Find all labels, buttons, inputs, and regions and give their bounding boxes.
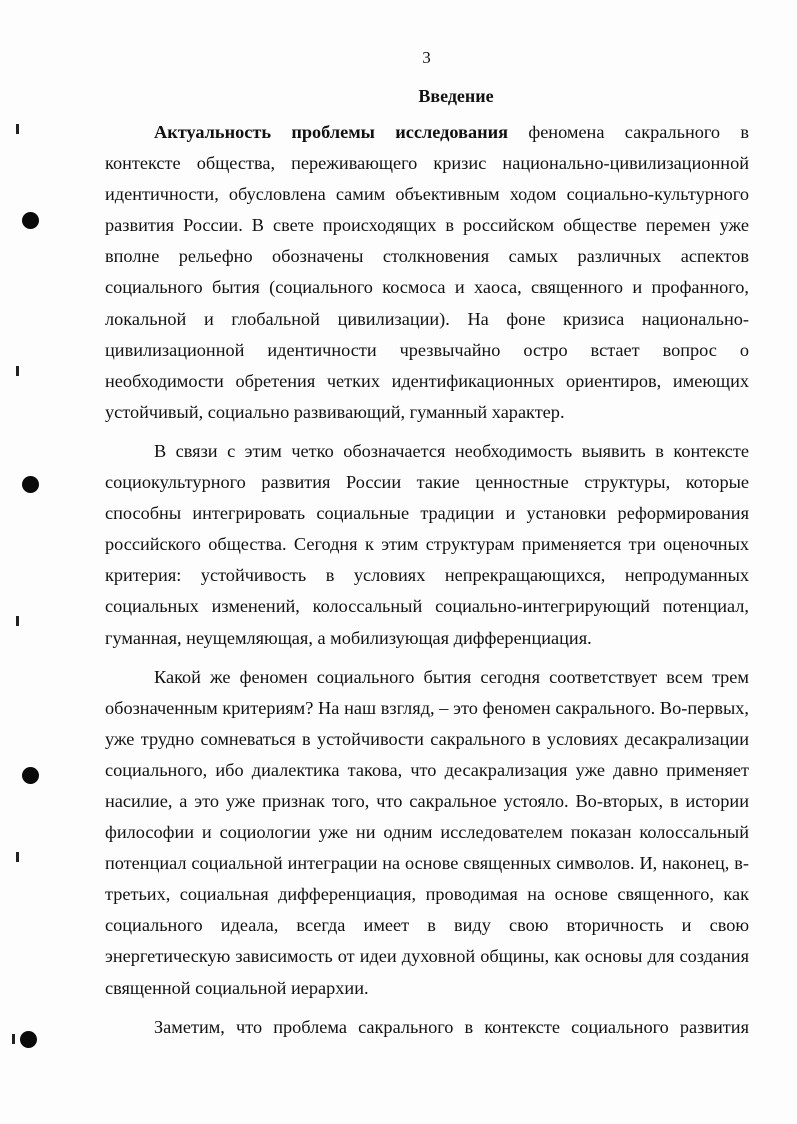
- paragraph-1-lead: Актуальность проблемы исследования: [154, 122, 509, 142]
- paragraph-3: Какой же феномен социального бытия сегодня соответствует всем трем обозначенным критериям? На наш взгляд, – это феномен сакрального. Во-первых, уже трудно сомневаться в устойчивости сакрального в условиях десакрализации социального, ибо диалектика такова, что десакрализация уже давно применяет насилие, а это уже признак того, что сакральное устояло. Во-вторых, в истории философии и социологии уже ни одним исследователем показан колоссальный потенциал социальной интеграции на основе священных символов. И, наконец, в-третьих, социальная дифференциация, проводимая на основе священного, как социального идеала, всегда имеет в виду свою вторичность и свою энергетическую зависимость от идеи духовной общины, как основы для создания священной социальной иерархии.: [105, 666, 749, 998]
- binder-hole: [20, 1031, 37, 1048]
- binder-hole: [22, 212, 39, 229]
- paragraph-4: Заметим, что проблема сакрального в контексте социального развития: [154, 1016, 749, 1037]
- paragraph-1: [105, 117, 749, 428]
- section-heading: Введение: [418, 86, 494, 106]
- binder-hole: [22, 476, 39, 493]
- scan-mark: [12, 1034, 15, 1044]
- scan-mark: [16, 852, 19, 862]
- paragraph-2: В связи с этим четко обозначается необходимость выявить в контексте социокультурного развития России такие ценностные структуры, которые способны интегрировать социальные традиции и установки реформирования российского общества. Сегодня к этим структурам применяется три оценочных критерия: устойчивость в условиях непрекращающихся, непродуманных социальных изменений, колоссальный социально-интегрирующий потенциал, гуманная, неущемляющая, а мобилизующая дифференциация.: [105, 440, 749, 648]
- binder-hole: [22, 767, 39, 784]
- scan-mark: [16, 616, 19, 626]
- paragraph-1-text: феномена сакрального в контексте общества, переживающего кризис национально-цивилизационной идентичности, обусловлена самим объективным ходом социально-культурного развития России. В свете происходящих в российском обществе перемен уже вполне рельефно обозначены столкновения самых различных аспектов социального бытия (социального космоса и хаоса, священного и профанного, локальной и глобальной цивилизации). На фоне кризиса национально-цивилизационной идентичности чрезвычайно остро встает вопрос о необходимости обретения четких идентификационных ориентиров, имеющих устойчивый, социально развивающий, гуманный характер.: [105, 122, 749, 422]
- scan-mark: [16, 124, 19, 134]
- page-number: 3: [422, 48, 431, 67]
- body-text: [105, 117, 749, 1043]
- scan-mark: [16, 366, 19, 376]
